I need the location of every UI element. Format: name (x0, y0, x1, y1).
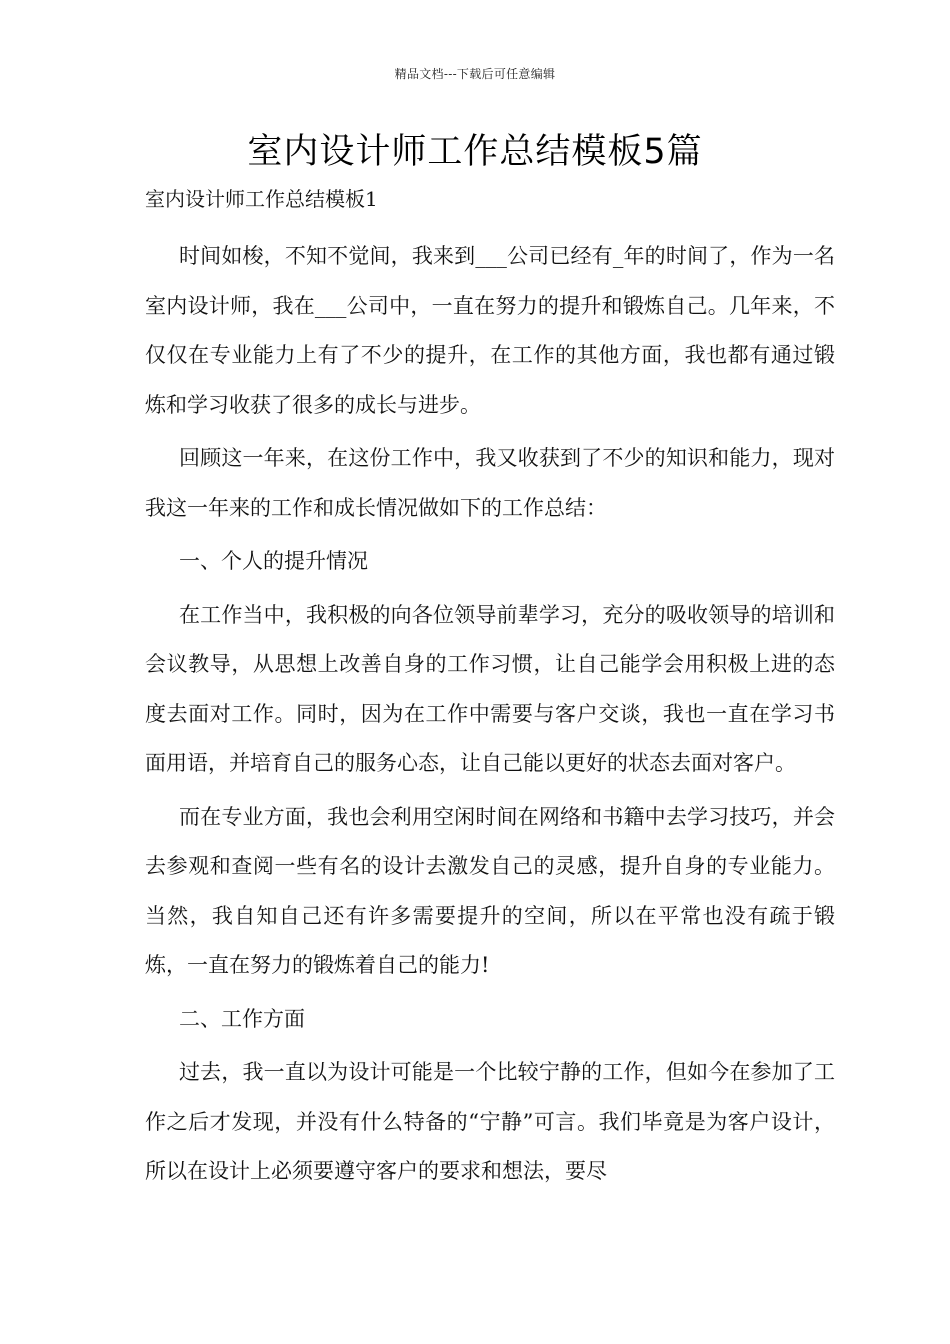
page-header-watermark: 精品文档---下载后可任意编辑 (394, 67, 556, 81)
section-heading-personal: 一、个人的提升情况 (179, 549, 368, 573)
paragraph-review: 回顾这一年来，在这份工作中，我又收获到了不少的知识和能力，现对我这一年来的工作和成长情况做如下的工作总结： (145, 446, 835, 520)
document-subtitle: 室内设计师工作总结模板1 (145, 187, 378, 211)
paragraph-personal-growth: 在工作当中，我积极的向各位领导前辈学习，充分的吸收领导的培训和会议教导，从思想上改善自身的工作习惯，让自己能学会用积极上进的态度去面对工作。同时，因为在工作中需要与客户交谈，我也一直在学习书面用语，并培育自己的服务心态，让自己能以更好的状态去面对客户。 (145, 602, 835, 775)
document-title: 室内设计师工作总结模板5篇 (247, 132, 703, 172)
section-heading-work: 二、工作方面 (179, 1006, 305, 1031)
paragraph-intro: 时间如梭，不知不觉间，我来到___公司已经有_年的时间了，作为一名室内设计师，我在___公司中，一直在努力的提升和锻炼自己。几年来，不仅仅在专业能力上有了不少的提升，在工作的其他方面，我也都有通过锻炼和学习收获了很多的成长与进步。 (145, 244, 835, 417)
document-body (145, 232, 835, 1201)
paragraph-work-reflection: 过去，我一直以为设计可能是一个比较宁静的工作，但如今在参加了工作之后才发现，并没有什么特备的“宁静”可言。我们毕竟是为客户设计，所以在设计上必须要遵守客户的要求和想法，要尽 (145, 1060, 835, 1183)
paragraph-professional-skills: 而在专业方面，我也会利用空闲时间在网络和书籍中去学习技巧，并会去参观和查阅一些有名的设计去激发自己的灵感，提升自身的专业能力。当然，我自知自己还有许多需要提升的空间，所以在平常也没有疏于锻炼，一直在努力的锻炼着自己的能力! (145, 804, 835, 977)
